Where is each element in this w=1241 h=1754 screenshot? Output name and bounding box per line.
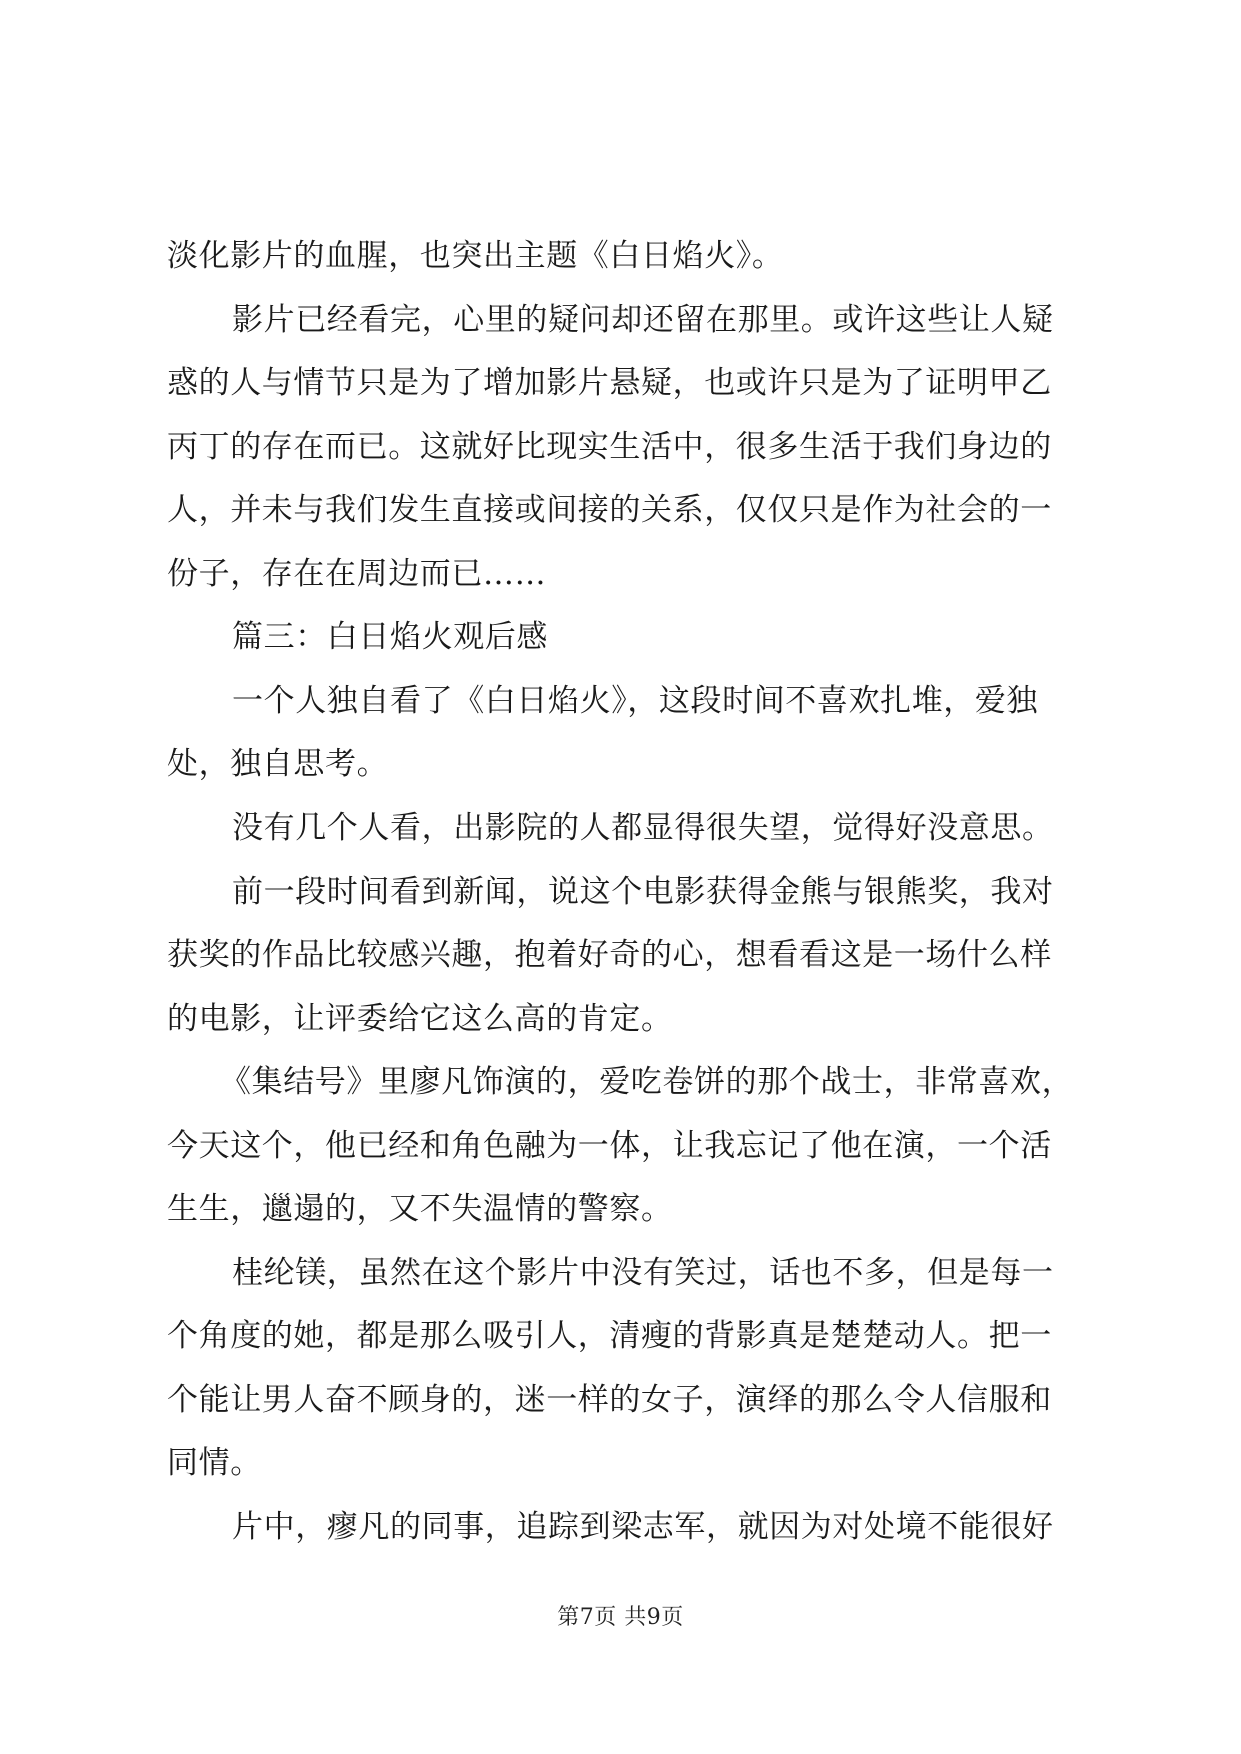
text-line: 淡化影片的血腥，也突出主题《白日焰火》。 [167,238,784,274]
text-line: 人，并未与我们发生直接或间接的关系，仅仅只是作为社会的一 [167,492,1052,528]
paragraph-first-line: 《集结号》里廖凡饰演的，爱吃卷饼的那个战士，非常喜欢， [220,1064,1074,1100]
text-line: 个角度的她，都是那么吸引人，清瘦的背影真是楚楚动人。把一 [167,1318,1052,1354]
text-line: 的电影，让评委给它这么高的肯定。 [167,1001,673,1037]
paragraph-first-line: 影片已经看完，心里的疑问却还留在那里。或许这些让人疑 [232,302,1054,338]
text-line: 处，独自思考。 [167,746,389,782]
section-heading: 篇三：白日焰火观后感 [232,619,548,655]
page-number-footer: 第7页 共9页 [557,1605,684,1630]
paragraph-first-line: 片中，瘳凡的同事，追踪到梁志军，就因为对处境不能很好 [232,1509,1054,1545]
text-line: 同情。 [167,1445,262,1481]
text-line: 个能让男人奋不顾身的，迷一样的女子，演绎的那么令人信服和 [167,1382,1052,1418]
text-line: 生生，邋遢的，又不失温情的警察。 [167,1191,673,1227]
text-line: 惑的人与情节只是为了增加影片悬疑，也或许只是为了证明甲乙 [167,365,1052,401]
text-line: 丙丁的存在而已。这就好比现实生活中，很多生活于我们身边的 [167,429,1052,465]
paragraph-first-line: 一个人独自看了《白日焰火》，这段时间不喜欢扎堆，爱独 [232,683,1039,719]
text-line: 获奖的作品比较感兴趣，抱着好奇的心，想看看这是一场什么样 [167,937,1052,973]
text-line: 今天这个，他已经和角色融为一体，让我忘记了他在演，一个活 [167,1128,1052,1164]
paragraph-first-line: 前一段时间看到新闻，说这个电影获得金熊与银熊奖，我对 [232,874,1054,910]
paragraph-first-line: 没有几个人看，出影院的人都显得很失望，觉得好没意思。 [232,810,1054,846]
paragraph-first-line: 桂纶镁，虽然在这个影片中没有笑过，话也不多，但是每一 [232,1255,1054,1291]
text-line: 份子，存在在周边而已…… [167,556,547,592]
